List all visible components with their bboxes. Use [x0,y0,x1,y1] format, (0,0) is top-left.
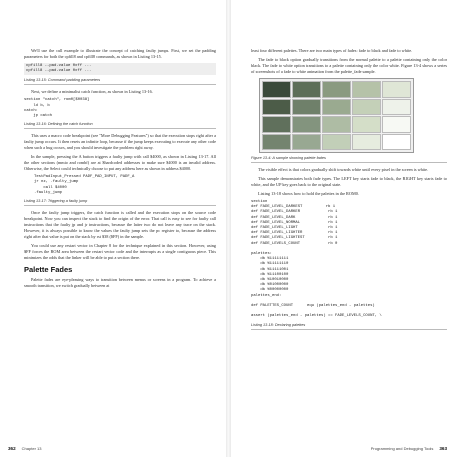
fade-screenshot-thumbnail [322,81,351,98]
left-book-page [0,0,226,457]
right-page-content [251,48,447,334]
paragraph: Palette fades are eye-pleasing ways to transition between menus or screens in a program. To achieve a smooth transition, we switch gradually between at [24,277,216,289]
code-listing-13-17: TestPadInput_Pressed PADF_PAD_INPUT, PADF_A jr nz, .faulty_jump call $4000 .faulty_jump [34,175,135,195]
paragraph: This uses a macro code breakpoint (see "More Debugging Features") so that the execution stops right after a faulty jump occurs. It then resets an infinite loop, because if the jump keeps executing to execute any other code when such a bug occurs, and you should investigate the problem right away. [24,133,216,151]
fade-screenshot-thumbnail [292,116,321,133]
code-listing-13-18: section def FADE_LEVEL_DARKEST rb 1 def FADE_LEVEL_DARKER rb 1 def FADE_LEVEL_DARK rb 1 def FADE_LEVEL_NORMAL rb 1 def FADE_LEVEL_LIGHT rb 1 def FADE_LEVEL_LIGHTER rb 1 def FADE_LEVEL_LIGHTEST rb 1 def FADE_LEVELS_COUNT rb 0 palettes: db %11111111 db %11111110 db %11111001 db %11100100 db %10010000 db %01000000 db %00000000 palettes_end: def PALETTES_COUNT equ (palettes_end - palettes) assert (palettes_end - palettes) == FADE_LEVELS_COUNT, \ [251,200,382,319]
paragraph: Once the faulty jump triggers, the catch function is called and the execution stops on the source code breakpoint. Now you can inspect the stack to find the origin of the error. That call is easy to see for faulty call instructions that the faulty jp and jr instructions, because the latter two do not leave any trace on the stack. However, it is always possible to know the values the faulty jump sets the pc register to, because the address right after that value is put on the stack by rst $38 ($FF) in the sample. [24,210,216,240]
running-footer-chapter: Programming and Debugging Tools [370,446,434,451]
paragraph: The fade to black option gradually transitions from the normal palette to a palette containing only the color black. The fade to white option transitions to a palette containing only the color white. Figure 13-4 shows a series of screenshots of a fade to white animation from the palette_fade sample. [251,57,447,74]
running-footer-chapter: Chapter 13 [21,446,42,451]
paragraph: In the sample, pressing the A button triggers a faulty jump with call $4000, as shown in Listing 13-17. All the other sections (mmio and rombf) are at $hardcoded addresses to make sure $4000 is an invalid address. Otherwise, the Select could technically choose to put any address here as shown in address $4000. [24,154,216,172]
figure-caption: Figure 13-4: A sample showing palette fades [251,156,447,163]
page-number: 363 [439,446,447,451]
paragraph: Listing 13-18 shows how to hold the palettes in the ROM0. [258,191,359,196]
fade-screenshot-thumbnail [382,99,411,116]
paragraph: The visible effect is that colors gradually shift towards white until every pixel in the screen is white. [258,167,429,172]
fade-screenshot-thumbnail [382,81,411,98]
fade-screenshot-thumbnail [292,81,321,98]
section-heading: Palette Fades [24,265,73,275]
fade-screenshot-thumbnail [292,134,321,151]
fade-screenshot-thumbnail [352,116,381,133]
code-listing-13-16: section "catch", rom0[$0038] ld b, b catch: jp catch [24,98,90,119]
left-page-footer [8,446,41,451]
paragraph: least four different palettes. There are two main types of fades: fade to black and fade to white. [251,48,413,53]
left-page-content [24,48,216,292]
listing-caption: Listing 13-15: Command padding parameters [24,78,216,85]
fade-screenshot-thumbnail [262,134,291,151]
fade-screenshot-thumbnail [322,116,351,133]
fade-screenshot-thumbnail [322,134,351,151]
fade-screenshot-thumbnail [262,99,291,116]
fade-screenshot-thumbnail [382,134,411,151]
right-page-footer [371,446,447,451]
listing-caption: Listing 13-18: Declaring palettes [251,323,447,330]
fade-screenshot-thumbnail [352,134,381,151]
paragraph: We'll use the cull example to illustrate the concept of catching faulty jumps. First, we set the padding parameters for both the cpfill8 and cpfill8 commands, as shown in Listing 13-15. [24,48,216,59]
paragraph: Next, we define a minimalist catch function, as shown in Listing 13-16. [31,89,153,95]
fade-screenshot-thumbnail [352,99,381,116]
palette-fade-figure [259,78,414,153]
right-book-page [231,0,457,457]
fade-screenshot-thumbnail [262,116,291,133]
page-number: 362 [8,446,16,451]
fade-screenshot-thumbnail [322,99,351,116]
fade-screenshot-thumbnail [292,99,321,116]
fade-screenshot-thumbnail [262,81,291,98]
listing-caption: Listing 13-17: Triggering a faulty jump [24,199,216,206]
fade-screenshot-thumbnail [352,81,381,98]
listing-caption: Listing 13-16: Defining the catch function [24,122,216,129]
paragraph: You could use any restart vector in Chapter 8 for the technique explained in this section. However, using $FF forces the ROM area between the restart vector code and the interrupts as a single contiguous piece. This minimizes the odds that the linker will be able to put a section there. [24,243,216,261]
paragraph: This sample demonstrates both fade types. The LEFT key starts fade to black, the RIGHT key starts fade to white, and the UP key goes back to the original state. [251,176,447,187]
code-listing-13-15: cpfill8 --pad-value 0xff ... cpfill8 --pad-value 0xff ... [24,63,216,75]
fade-screenshot-thumbnail [382,116,411,133]
